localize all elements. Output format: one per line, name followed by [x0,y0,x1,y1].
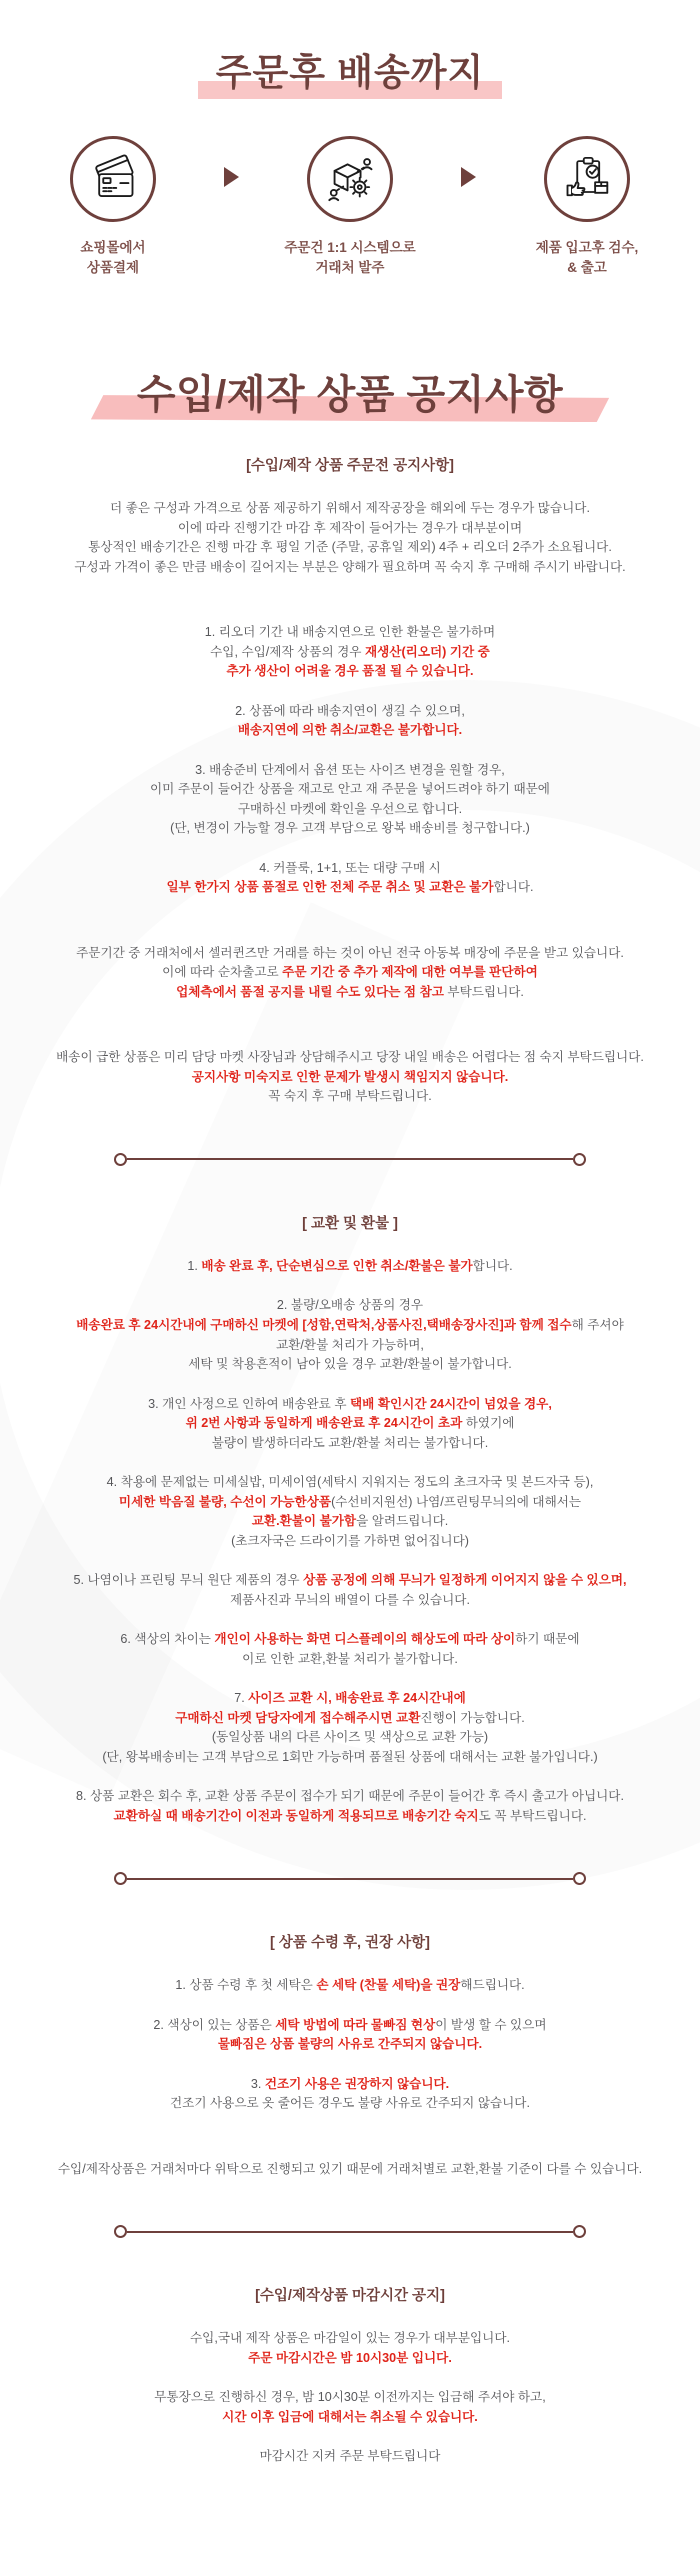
section-heading: [ 교환 및 환불 ] [302,1215,398,1232]
notice-paragraph: 6. 색상의 차이는 개인이 사용하는 화면 디스플레이의 해상도에 따라 상이하기 때문에 이로 인한 교환,환불 처리가 불가합니다. [120,1632,580,1666]
step-order-system [265,136,435,277]
step-label: 쇼핑몰에서 상품결제 [80,240,146,275]
order-system-icon [307,136,393,222]
section-divider [114,1153,586,1166]
notice-paragraph: 3. 건조기 사용은 권장하지 않습니다. 건조기 사용으로 옷 줄어든 경우도 불량 사유로 간주되지 않습니다. [170,2076,530,2111]
flow-title: 주문후 배송까지 [0,42,700,96]
notice-body [26,454,674,2467]
notice-paragraph: 3. 배송준비 단계에서 옵션 또는 사이즈 변경을 원할 경우, 이미 주문이 들어간 상품을 재고로 안고 재 주문을 넣어드려야 하기 때문에 구매하신 마켓에 확인을 우선으로 합니다. (단, 변경이 가능할 경우 고객 부담으로 왕복 배송비를 청구합니다.) [150,762,550,836]
divider-endpoint-circle [114,2225,127,2238]
section-heading: [ 상품 수령 후, 권장 사항] [270,1935,430,1952]
notice-paragraph: 1. 상품 수령 후 첫 세탁은 손 세탁 (찬물 세탁)을 권장해드립니다. [175,1978,525,1993]
arrow-right-icon [224,167,239,187]
step-payment [28,136,198,277]
notice-paragraph: 7. 사이즈 교환 시, 배송완료 후 24시간내에 구매하신 마켓 담당자에게 접수해주시면 교환진행이 가능합니다. (동일상품 내의 다른 사이즈 및 색상으로 교환 가능) (단, 왕복배송비는 고객 부담으로 1회만 가능하며 품절된 상품에 대해서는 교환 불가입니다.) [102,1691,598,1764]
divider-endpoint-circle [114,1153,127,1166]
credit-card-icon [70,136,156,222]
divider-endpoint-circle [573,1872,586,1885]
notice-paragraph: 5. 나염이나 프린팅 무늬 원단 제품의 경우 상품 공정에 의해 무늬가 일정하게 이어지지 않을 수 있으며, 제품사진과 무늬의 배열이 다를 수 있습니다. [73,1573,627,1607]
notice-paragraph: 마감시간 지켜 주문 부탁드립니다 [259,2449,441,2464]
divider-endpoint-circle [114,1872,127,1885]
divider-endpoint-circle [573,2225,586,2238]
notice-paragraph: 더 좋은 구성과 가격으로 상품 제공하기 위해서 제작공장을 해외에 두는 경우가 많습니다. 이에 따라 진행기간 마감 후 제작이 들어가는 경우가 대부분이며 통상적인 배송기간은 진행 마감 후 평일 기준 (주말, 공휴일 제외) 4주 + 리오더 2주가 소요됩니다. 구성과 가격이 좋은 만큼 배송이 길어지는 부분은 양해가 필요하며 꼭 숙지 후 구매해 주시기 바랍니다. [74,501,626,574]
notice-paragraph: 무통장으로 진행하신 경우, 밤 10시30분 이전까지는 입금해 주셔야 하고, 시간 이후 입금에 대해서는 취소될 수 있습니다. [154,2390,546,2424]
notice-paragraph: 수입,국내 제작 상품은 마감일이 있는 경우가 대부분입니다. 주문 마감시간은 밤 10시30분 입니다. [190,2331,510,2365]
notice-paragraph: 주문기간 중 거래처에서 셀러퀸즈만 거래를 하는 것이 아닌 전국 아동복 매장에 주문을 받고 있습니다. 이에 따라 순차출고로 주문 기간 중 추가 제작에 대한 여부를 판단하여 업체측에서 품절 공지를 내릴 수도 있다는 점 참고 부탁드립니다. [76,945,624,999]
divider-line [127,2231,573,2233]
step-label: 주문건 1:1 시스템으로 거래처 발주 [284,240,416,275]
divider-line [127,1878,573,1880]
notice-paragraph: 4. 착용에 문제없는 미세실밥, 미세이염(세탁시 지워지는 정도의 초크자국 및 본드자국 등), 미세한 박음질 불량, 수선이 가능한상품(수선비지원선) 나염/프린팅무늬의에 대해서는 교환.환불이 불가함을 알려드립니다. (초크자국은 드라이기를 가하면 없어집니다) [106,1475,594,1548]
notice-paragraph: 2. 불량/오배송 상품의 경우 배송완료 후 24시간내에 구매하신 마켓에 [성함,연락처,상품사진,택배송장사진]과 함께 접수해 주셔야 교환/환불 처리가 가능하며, 세탁 및 착용흔적이 남아 있을 경우 교환/환불이 불가합니다. [76,1298,624,1372]
deadline-notice-section [26,2284,674,2467]
exchange-refund-section [26,1212,674,1826]
flow-steps [0,136,700,277]
section-heading: [수입/제작상품 마감시간 공지] [255,2288,445,2305]
notice-paragraph: 3. 개인 사정으로 인하여 배송완료 후 택배 확인시간 24시간이 넘었을 경우, 위 2번 사항과 동일하게 배송완료 후 24시간이 초과 하였기에 불량이 발생하더라도 교환/환불 처리는 불가합니다. [148,1396,552,1450]
after-receipt-recommendation-section [26,1931,674,2179]
notice-paragraph: 배송이 급한 상품은 미리 담당 마켓 사장님과 상담해주시고 당장 내일 배송은 어렵다는 점 숙지 부탁드립니다. 공지사항 미숙지로 인한 문제가 발생시 책임지지 않습니다. 꼭 숙지 후 구매 부탁드립니다. [56,1050,644,1104]
main-notice-title: 수입/제작 상품 공지사항 [0,363,700,420]
divider-endpoint-circle [573,1153,586,1166]
inspection-icon [544,136,630,222]
arrow-right-icon [461,167,476,187]
notice-paragraph: 1. 리오더 기간 내 배송지연으로 인한 환불은 불가하며 수입, 수입/제작 상품의 경우 재생산(리오더) 기간 중 추가 생산이 어려울 경우 품절 될 수 있습니다. [204,625,496,679]
section-heading: [수입/제작 상품 주문전 공지사항] [246,458,454,475]
section-divider [114,1872,586,1885]
notice-paragraph: 수입/제작상품은 거래처마다 위탁으로 진행되고 있기 때문에 거래처별로 교환,환불 기준이 다를 수 있습니다. [57,2161,643,2176]
step-inspection [502,136,672,277]
notice-paragraph: 4. 커플룩, 1+1, 또는 대량 구매 시 일부 한가지 상품 품절로 인한 전체 주문 취소 및 교환은 불가합니다. [166,860,534,895]
notice-paragraph: 2. 색상이 있는 상품은 세탁 방법에 따라 물빠짐 현상이 발생 할 수 있으며 물빠짐은 상품 불량의 사유로 간주되지 않습니다. [153,2017,547,2052]
order-to-shipping-section [0,42,700,277]
step-label: 제품 입고후 검수, & 출고 [535,240,639,275]
notice-paragraph: 2. 상품에 따라 배송지연이 생길 수 있으며, 배송지연에 의한 취소/교환은 불가합니다. [235,703,465,738]
pre-order-notice-section [26,454,674,1107]
divider-line [127,1158,573,1160]
notice-paragraph: 8. 상품 교환은 회수 후, 교환 상품 주문이 접수가 되기 때문에 주문이 들어간 후 즉시 출고가 아닙니다. 교환하실 때 배송기간이 이전과 동일하게 적용되므로 배송기간 숙지도 꼭 부탁드립니다. [76,1789,624,1823]
section-divider [114,2225,586,2238]
notice-paragraph: 1. 배송 완료 후, 단순변심으로 인한 취소/환불은 불가합니다. [187,1258,513,1273]
